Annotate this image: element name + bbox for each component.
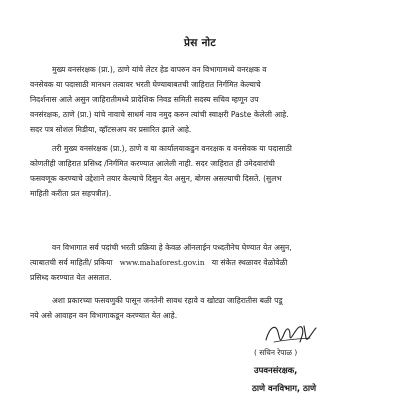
signatory-designation: उपवनसंरक्षक, [254,365,298,375]
paragraph-text: त्याबातची सर्व माहिती/ प्रकिया [30,258,113,267]
paragraph-fake-advertisement [30,62,372,137]
paragraph-line: वनसेवक या पदासाठी मानधन तत्वावर भरती घेण्याबाबतची जाहिरात निर्गमित केल्याचे [30,80,261,89]
paragraph-line: सदर पत्र सोशल मिडीया, व्हॉटसअप वर प्रसारित झाले आहे. [30,125,192,134]
paragraph-online-recruitment [30,240,372,285]
paragraph-line: निदर्शनास आले असुन जाहिरातीमध्ये प्रादेशिक निवड समिती सदस्य सचिव म्हणून उप [30,95,259,104]
handwritten-signature [260,318,320,350]
paragraph-line: प्रसिध्द करण्यात येत असतात. [30,273,112,282]
paragraph-line: माहिती करीता प्रत सहपत्रीत). [30,189,112,198]
paragraph-line: नये असे आवाहन वन विभागाकडून करण्यात येत आहे. [30,311,178,320]
signatory-name: ( सचिन रेपाळ ) [254,348,298,357]
paragraph-line: फसवणूक करण्याचे उद्देशाने तयार केल्याचे दिसुन येत असुन, बोगस असल्याची दिसते. (सुलभ [30,174,282,183]
signature-block [240,318,380,408]
paragraph-line: कोणतीही जाहिरात प्रसिध्द /निर्गमित करण्यात आलेली नाही. सदर जाहिरात ही उमेदवारांची [30,159,275,168]
paragraph-line [30,255,372,270]
website-link[interactable]: www.mahaforest.gov.in [119,258,205,267]
paragraph-line: वनसंरक्षक, ठाणे (प्रा.) यांचे नावाचे साधर्म नाव नमुद करुन त्यांची स्वाक्षरी Paste केलेली आहे. [30,110,289,119]
paragraph-line: मुख्य वनसंरक्षक (प्रा.), ठाणे यांचे लेटर हेड वापरुन वन विभागामध्ये वनरक्षक व [52,65,267,74]
signatory-office: ठाणे वनविभाग, ठाणे [252,383,317,393]
paragraph-no-advertisement-issued [30,141,372,201]
page-title: प्रेस नोट [183,37,217,49]
paragraph-line: अशा प्रकारच्या फसवणुकी पासून जनतेनी सावध रहावे व खोट्या जाहिरातीस बळी पडू [52,296,283,305]
paragraph-line: तरी मुख्य वनसंरक्षक (प्रा.), ठाणे व या कार्यालयाकडुन वनरक्षक व वनसेवक या पदासाठी [52,144,292,153]
paragraph-text: या संकेत स्थळावर वेळोवेळी [211,258,288,267]
paragraph-line: वन विभागात सर्व पदांची भरती प्रक्रिया हे केवळ ऑनलाईन पध्दतीनेच घेण्यात येत असुन, [52,243,292,252]
